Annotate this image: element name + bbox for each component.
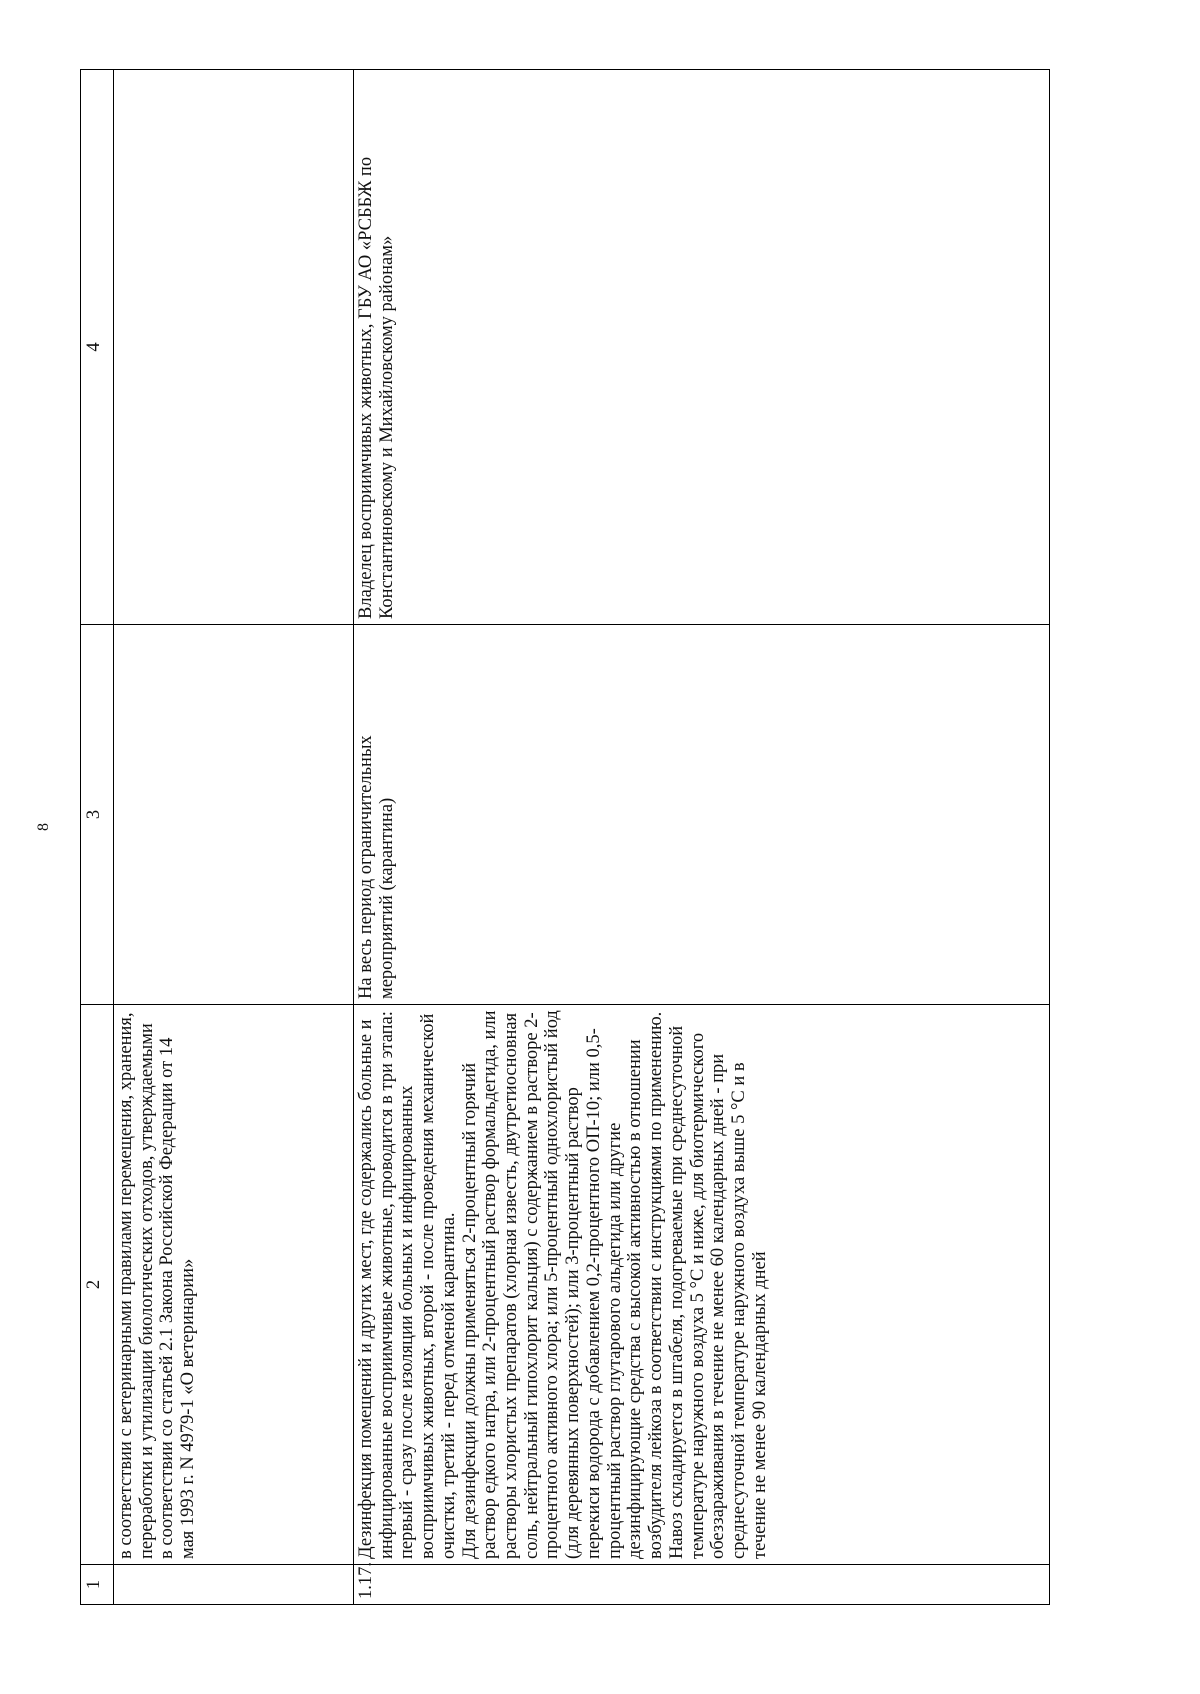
- page-number: 8: [35, 823, 52, 831]
- table-row-continuation: [114, 70, 354, 1605]
- responsible-text: [114, 70, 354, 625]
- measure-text: Дезинфекция помещений и других мест, где содержались больные и инфицированные восприимчивые животные, проводится в три этапа: первый - сразу после изоляции больных и инфицированных восприимчивых животных, второй - после проведения механической очистки, третий - перед отменой карантина. Для дезинфекции должны применяться 2-процентный горячий раствор едкого натра, или 2-процентный раствор формальдегида, или растворы хлористых препаратов (хлорная известь, двутретиосновная соль, нейтральный гипохлорит кальция) с содержанием в растворе 2-процентного активного хлора; или 5-процентный однохлористый йод (для деревянных поверхностей); или 3-процентный раствор перекиси водорода с добавлением 0,2-процентного ОП-10; или 0,5-процентный раствор глутарового альдегида или другие дезинфицирующие средства с высокой активностью в отношении возбудителя лейкоза в соответствии с инструкциями по применению. Навоз складируется в штабеля, подогреваемые при среднесуточной температуре наружного воздуха 5 °С и ниже, для биотермического обеззараживания в течение не менее 60 календарных дней - при среднесуточной температуре наружного воздуха выше 5 °С и в течение не менее 90 календарных дней: [354, 1005, 1050, 1565]
- header-col-4: 4: [81, 70, 114, 625]
- measure-text: в соответствии с ветеринарными правилами перемещения, хранения, переработки и утилизации биологических отходов, утверждаемыми в соответствии со статьей 2.1 Закона Российской Федерации от 14 мая 1993 г. N 4979-1 «О ветеринарии»: [114, 1005, 354, 1565]
- term-text: На весь период ограничительных мероприятий (карантина): [354, 625, 1050, 1005]
- responsible-text: Владелец восприимчивых животных, ГБУ АО «РСББЖ по Константиновскому и Михайловскому районам»: [354, 70, 1050, 625]
- table-row-1-17: [354, 70, 1050, 1605]
- measures-table: [80, 69, 1050, 1605]
- rotated-page: [80, 70, 1050, 1605]
- row-number: [114, 1565, 354, 1605]
- header-col-1: 1: [81, 1565, 114, 1605]
- term-text: [114, 625, 354, 1005]
- header-col-3: 3: [81, 625, 114, 1005]
- header-col-2: 2: [81, 1005, 114, 1565]
- table-header-row: [81, 70, 114, 1605]
- row-number: 1.17.: [354, 1565, 1050, 1605]
